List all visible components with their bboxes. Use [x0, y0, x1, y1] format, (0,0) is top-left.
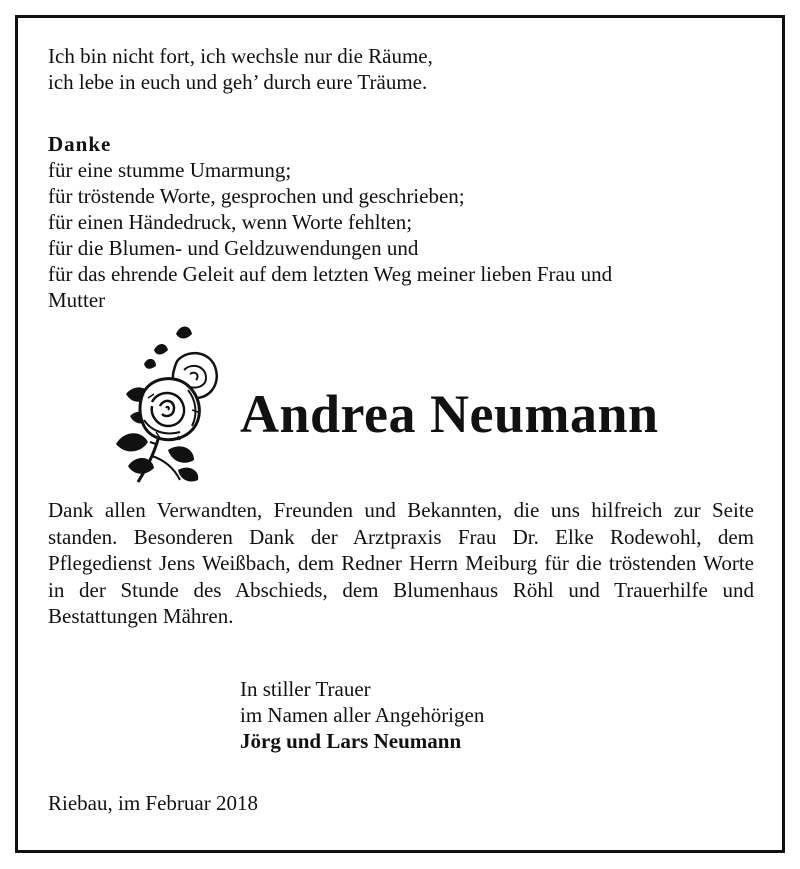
relatives-line: im Namen aller Angehörigen: [240, 703, 485, 727]
rose-icon: [108, 320, 230, 488]
thanks-line: für tröstende Worte, gesprochen und geschrieben;: [48, 184, 465, 208]
acknowledgement-paragraph: Dank allen Verwandten, Freunden und Bekannten, die uns hilfreich zur Seite standen. Besonderen Dank der Arztpraxis Frau Dr. Elke Rodewohl, dem Pflegedienst Jens Weißbach, dem Redner Herrn Meiburg für die tröstenden Worte in der Stunde des Abschieds, dem Blumenhaus Röhl und Trauerhilfe und Bestattungen Mähren.: [48, 498, 754, 628]
verse-line: Ich bin nicht fort, ich wechsle nur die Räume,: [48, 44, 433, 68]
thanks-heading: Danke: [48, 132, 112, 156]
verse-line: ich lebe in euch und geh’ durch eure Träume.: [48, 70, 428, 94]
mourning-line: In stiller Trauer: [240, 677, 371, 701]
thanks-line: für das ehrende Geleit auf dem letzten Weg meiner lieben Frau und: [48, 262, 613, 286]
thanks-line: Mutter: [48, 288, 106, 312]
signers-names: Jörg und Lars Neumann: [240, 729, 462, 753]
memorial-verse: [48, 43, 433, 95]
thanks-line: für eine stumme Umarmung;: [48, 158, 292, 182]
thanks-line: für einen Händedruck, wenn Worte fehlten;: [48, 210, 413, 234]
thanks-line: für die Blumen- und Geldzuwendungen und: [48, 236, 419, 260]
thanks-section: [48, 131, 612, 313]
deceased-name: Andrea Neumann: [240, 384, 659, 444]
place-date: Riebau, im Februar 2018: [48, 791, 258, 815]
signature-block: [240, 676, 484, 754]
